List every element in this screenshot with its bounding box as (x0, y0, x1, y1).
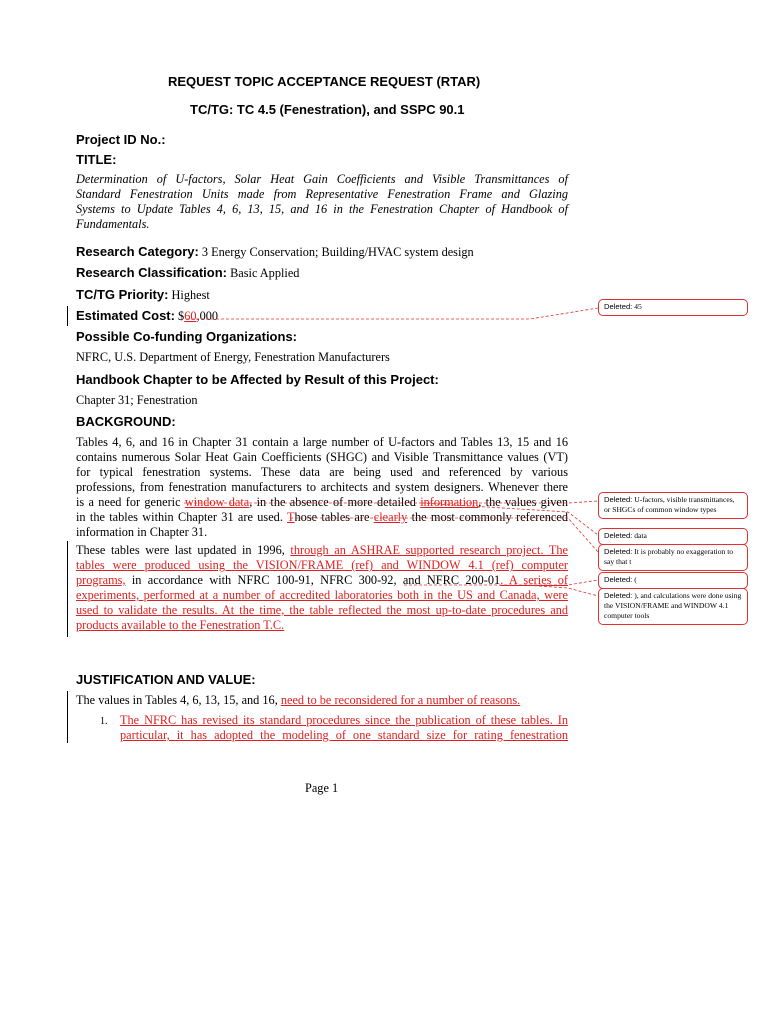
deleted-comment-balloon[interactable] (598, 299, 748, 316)
text-run: These tables were last updated in 1996, (76, 543, 291, 557)
inserted-text: information (420, 495, 479, 509)
research-classification-label: Research Classification: (76, 265, 228, 280)
balloon-text: U-factors, visible transmittances, or SHGCs of common window types (604, 495, 735, 514)
balloon-label: Deleted: (604, 591, 633, 600)
bg-p2-line: used to validate the results. At the time, the table reflected the most up-to-date procedures and (76, 603, 568, 617)
bg-p2-line: tables were produced using the VISION/FRAME (ref) and WINDOW 4.1 (ref) computer (76, 558, 568, 572)
bg-p1-line: professions, from fenestration manufacturers to architects and system designers. Whenever there (76, 480, 568, 494)
change-bar (67, 541, 68, 637)
text-run: , the values given (478, 495, 568, 509)
background-paragraph-1 (76, 435, 568, 540)
inserted-text: . A series of (500, 573, 568, 587)
title-label: TITLE: (76, 152, 117, 167)
title-line-4: Fundamentals. (76, 217, 150, 231)
balloon-label: Deleted: (604, 495, 633, 504)
deleted-comment-balloon[interactable] (598, 588, 748, 625)
document-heading: REQUEST TOPIC ACCEPTANCE REQUEST (RTAR) (168, 74, 481, 89)
bg-p2-line: products available to the Fenestration T.C. (76, 618, 285, 632)
cost-inserted: 60 (184, 309, 197, 323)
inserted-text: through an ASHRAE supported research project. The (290, 543, 568, 557)
research-classification-row (76, 265, 299, 281)
title-line-1: Determination of U-factors, Solar Heat Gain Coefficients and Visible Transmittances of (76, 172, 568, 186)
list-item-line: The NFRC has revised its standard procedures since the publication of these tables. In (120, 713, 568, 727)
priority-row (76, 287, 210, 303)
deleted-comment-balloon[interactable] (598, 492, 748, 519)
cost-prefix: $ (174, 309, 185, 323)
balloon-text: ( (632, 575, 637, 584)
list-number: 1. (100, 716, 108, 727)
list-item-line: particular, it has adopted the modeling of one standard size for rating fenestration (120, 728, 568, 742)
text-run: is a need for generic (76, 495, 185, 509)
deleted-comment-balloon[interactable] (598, 544, 748, 571)
bg-p1-line (76, 510, 568, 525)
cost-suffix: ,000 (196, 309, 219, 323)
handbook-value: Chapter 31; Fenestration (76, 393, 198, 407)
deleted-comment-balloon[interactable] (598, 572, 748, 589)
bg-p1-line: Tables 4, 6, and 16 in Chapter 31 contain a large number of U-factors and Tables 13, 15 and 16 (76, 435, 568, 449)
bg-p1-line: information in Chapter 31. (76, 525, 208, 539)
text-run: The values in Tables 4, 6, 13, 15, and 16, (76, 693, 281, 707)
inserted-text: T (287, 510, 295, 524)
inserted-text: programs, (76, 573, 126, 587)
bg-p1-line (76, 495, 568, 510)
justification-line (76, 693, 520, 708)
text-run: in the tables within Chapter 31 are used. (76, 510, 288, 524)
balloon-label: Deleted: (604, 575, 633, 584)
balloon-label: Deleted: (604, 547, 633, 556)
project-id-label: Project ID No.: (76, 132, 166, 147)
inserted-text: window data (184, 495, 250, 509)
priority-value: Highest (168, 288, 210, 302)
balloon-text: ), and calculations were done using the VISION/FRAME and WINDOW 4.1 computer tools (604, 591, 742, 620)
balloon-text: 45 (632, 302, 642, 311)
text-run: the most commonly referenced (407, 510, 568, 524)
change-bar (67, 691, 68, 743)
bg-p2-line (76, 573, 568, 588)
balloon-text: It is probably no exaggeration to say that t (604, 547, 734, 566)
background-paragraph-2 (76, 543, 568, 633)
text-run: in accordance with NFRC 100-91, NFRC 300-92, and NFRC 200-01 (125, 573, 501, 587)
bg-p2-line (76, 543, 568, 558)
bg-p1-line: contains numerous Solar Heat Gain Coefficients (SHGC) and Visible Transmittance values (VT) (76, 450, 568, 464)
balloon-label: Deleted: (604, 531, 633, 540)
inserted-text: clearly (373, 510, 408, 524)
justification-label: JUSTIFICATION AND VALUE: (76, 672, 256, 687)
connector-line (186, 308, 598, 319)
research-category-row (76, 244, 474, 260)
handbook-label: Handbook Chapter to be Affected by Result of this Project: (76, 372, 439, 387)
estimated-cost-row (76, 308, 218, 324)
research-category-value: 3 Energy Conservation; Building/HVAC system design (198, 245, 474, 259)
title-line-2: Standard Fenestration Units made from Representative Fenestration Frame and Glazing (76, 187, 568, 201)
change-bar (67, 306, 68, 326)
balloon-label: Deleted: (604, 302, 633, 311)
research-category-label: Research Category: (76, 244, 199, 259)
bg-p2-line: experiments, performed at a number of accredited laboratories both in the US and Canada, were (76, 588, 568, 602)
research-classification-value: Basic Applied (227, 266, 300, 280)
text-run: , in the absence of more detailed (249, 495, 421, 509)
balloon-text: data (632, 531, 647, 540)
deleted-comment-balloon[interactable] (598, 528, 748, 545)
cofunding-value: NFRC, U.S. Department of Energy, Fenestration Manufacturers (76, 350, 390, 364)
page-number: Page 1 (305, 781, 339, 795)
text-run: hose tables are (294, 510, 374, 524)
inserted-text: need to be reconsidered for a number of reasons. (280, 693, 521, 707)
estimated-cost-label: Estimated Cost: (76, 308, 175, 323)
priority-label: TC/TG Priority: (76, 287, 169, 302)
cofunding-label: Possible Co-funding Organizations: (76, 329, 297, 344)
project-title (76, 172, 568, 232)
background-label: BACKGROUND: (76, 414, 176, 429)
bg-p1-line: for typical fenestration systems. These data are being used and referenced by various (76, 465, 568, 479)
title-line-3: Systems to Update Tables 4, 6, 13, 15, and 16 in the Fenestration Chapter of Handbook of (76, 202, 568, 216)
list-item-1 (120, 713, 568, 743)
document-subheading: TC/TG: TC 4.5 (Fenestration), and SSPC 90.1 (190, 102, 465, 117)
